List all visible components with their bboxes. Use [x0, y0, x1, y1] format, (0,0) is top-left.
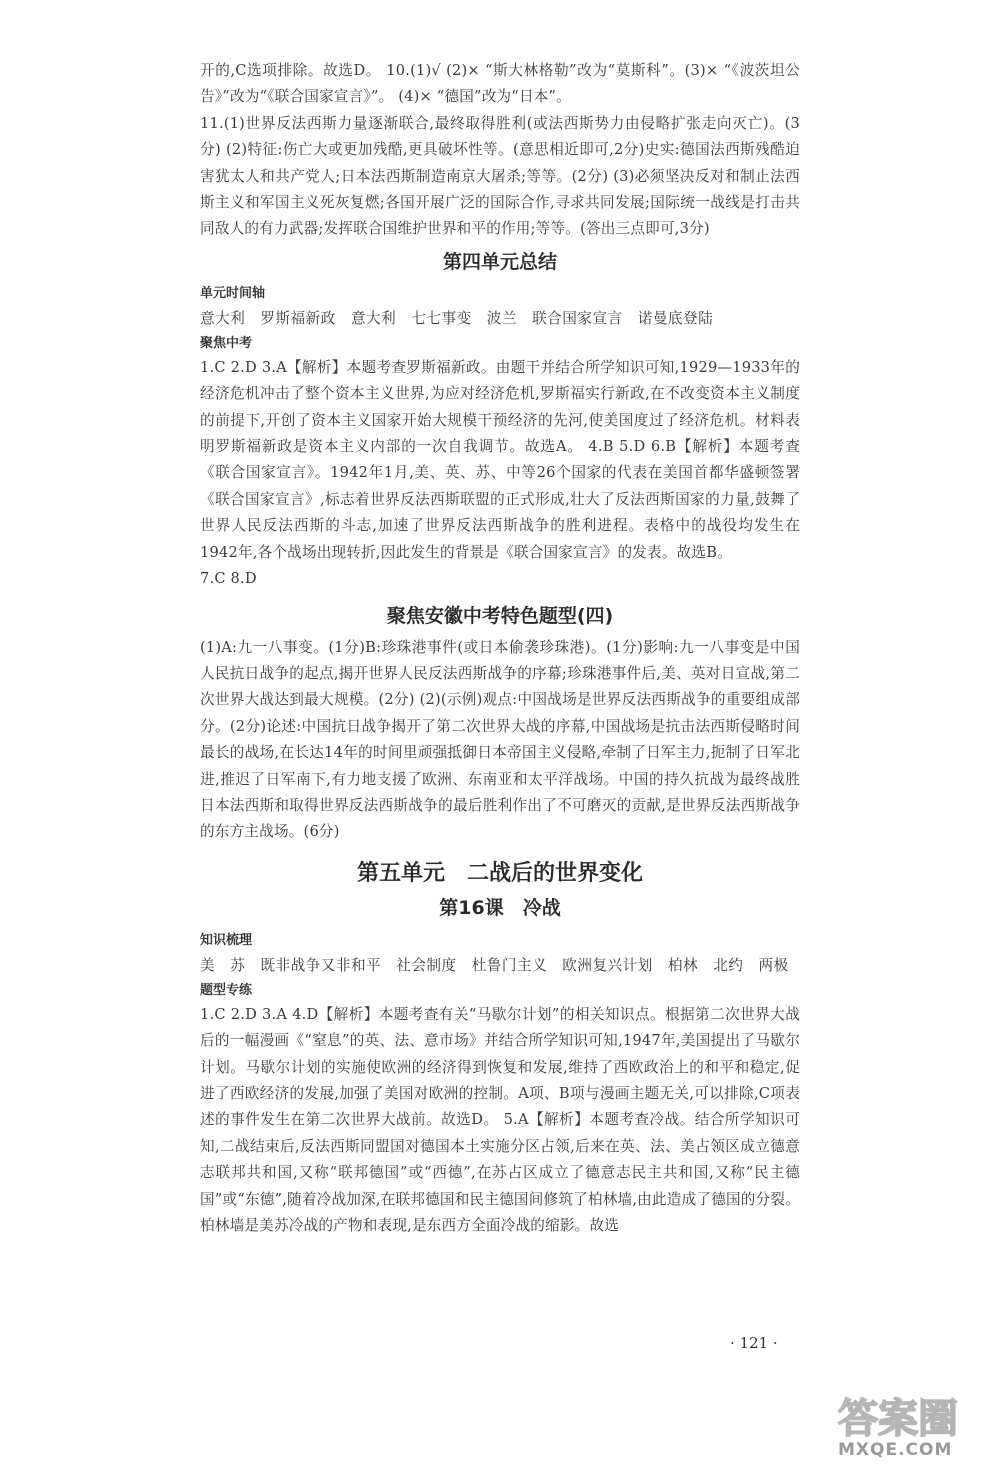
watermark-site: MXQE.COM — [838, 1440, 953, 1460]
answer-paragraph: 11.(1)世界反法西斯力量逐渐联合,最终取得胜利(或法西斯势力由侵略扩张走向灭亡)。(3分) (2)特征:伤亡大或更加残酷,更具破坏性等。(意思相近即可,2分)史实:德国法西斯残酷迫害犹太人和共产党人;日本法西斯制造南京大屠杀;等等。(2分) (3)必须坚决反对和制止法西斯主义和军国主义死灰复燃;各国开展广泛的国际合作,寻求共同发展;国际统一战线是打击共同敌人的有力武器;发挥联合国维护世界和平的作用;等等。(答出三点即可,3分) — [200, 114, 800, 238]
answer-terms: 意大利 罗斯福新政 意大利 七七事变 波兰 联合国家宣言 诺曼底登陆 — [200, 309, 714, 327]
page-content — [200, 58, 800, 1239]
watermark-logo-text: 答案圈 — [838, 1396, 958, 1442]
section-heading: 第四单元总结 — [442, 250, 557, 273]
answer-paragraph: 开的,C选项排除。故选D。 10.(1)√ (2)× “斯大林格勒”改为“莫斯科”。(3)× “《波茨坦公告》”改为“《联合国家宣言》”。 (4)× “德国”改为“日本”。 — [200, 62, 800, 106]
answer-paragraph: (1)A:九一八事变。(1分)B:珍珠港事件(或日本偷袭珍珠港)。(1分)影响:九一八事变是中国人民抗日战争的起点,揭开世界人民反法西斯战争的序幕;珍珠港事件后,美、英对日宣战,第二次世界大战达到最大规模。(2分) (2)(示例)观点:中国战场是世界反法西斯战争的重要组成部分。(2分)论述:中国抗日战争揭开了第二次世界大战的序幕,中国战场是抗击法西斯侵略时间最长的战场,在长达14年的时间里顽强抵御日本帝国主义侵略,牵制了日军主力,扼制了日军北进,推迟了日军南下,有力地支援了欧洲、东南亚和太平洋战场。中国的持久抗战为最终战胜日本法西斯和取得世界反法西斯战争的最后胜利作出了不可磨灭的贡献,是世界反法西斯战争的东方主战场。(6分) — [200, 638, 800, 841]
answer-paragraph: 7.C 8.D — [200, 570, 257, 588]
subsection-label: 聚焦中考 — [200, 335, 253, 351]
section-heading: 聚焦安徽中考特色题型(四) — [386, 604, 614, 627]
section-heading: 第16课 冷战 — [439, 896, 561, 919]
subsection-label: 知识梳理 — [200, 932, 253, 948]
answer-paragraph: 1.C 2.D 3.A 4.D【解析】本题考查有关“马歇尔计划”的相关知识点。根据第二次世界大战后的一幅漫画《“窒息”的英、法、意市场》并结合所学知识可知,1947年,美国提出了马歇尔计划。马歇尔计划的实施使欧洲的经济得到恢复和发展,维持了西欧政治上的和平和稳定,促进了西欧经济的发展,加强了美国对欧洲的控制。A项、B项与漫画主题无关,可以排除,C项表述的事件发生在第二次世界大战前。故选D。 5.A【解析】本题考查冷战。结合所学知识可知,二战结束后,反法西斯同盟国对德国本土实施分区占领,后来在英、法、美占领区成立德意志联邦共和国,又称“联邦德国”或“西德”,在苏占区成立了德意志民主共和国,又称“民主德国”或“东德”,随着冷战加深,在联邦德国和民主德国间修筑了柏林墙,由此造成了德国的分裂。柏林墙是美苏冷战的产物和表现,是东西方全面冷战的缩影。故选 — [200, 1005, 800, 1234]
section-heading: 第五单元 二战后的世界变化 — [356, 860, 643, 886]
answer-paragraph: 1.C 2.D 3.A【解析】本题考查罗斯福新政。由题干并结合所学知识可知,1929—1933年的经济危机冲击了整个资本主义世界,为应对经济危机,罗斯福实行新政,在不改变资本主义制度的前提下,开创了资本主义国家开始大规模干预经济的先河,使美国度过了经济危机。材料表明罗斯福新政是资本主义内部的一次自我调节。故选A。 4.B 5.D 6.B【解析】本题考查《联合国家宣言》。1942年1月,美、英、苏、中等26个国家的代表在美国首都华盛顿签署《联合国家宣言》,标志着世界反法西斯联盟的正式形成,壮大了反法西斯国家的力量,鼓舞了世界人民反法西斯的斗志,加速了世界反法西斯战争的胜利进程。表格中的战役均发生在1942年,各个战场出现转折,因此发生的背景是《联合国家宣言》的发表。故选B。 — [200, 358, 800, 561]
answer-terms: 美 苏 既非战争又非和平 社会制度 杜鲁门主义 欧洲复兴计划 柏林 北约 两极 — [200, 956, 789, 974]
subsection-label: 题型专练 — [200, 982, 253, 998]
page-number: · 121 · — [730, 1334, 778, 1352]
subsection-label: 单元时间轴 — [200, 285, 266, 301]
